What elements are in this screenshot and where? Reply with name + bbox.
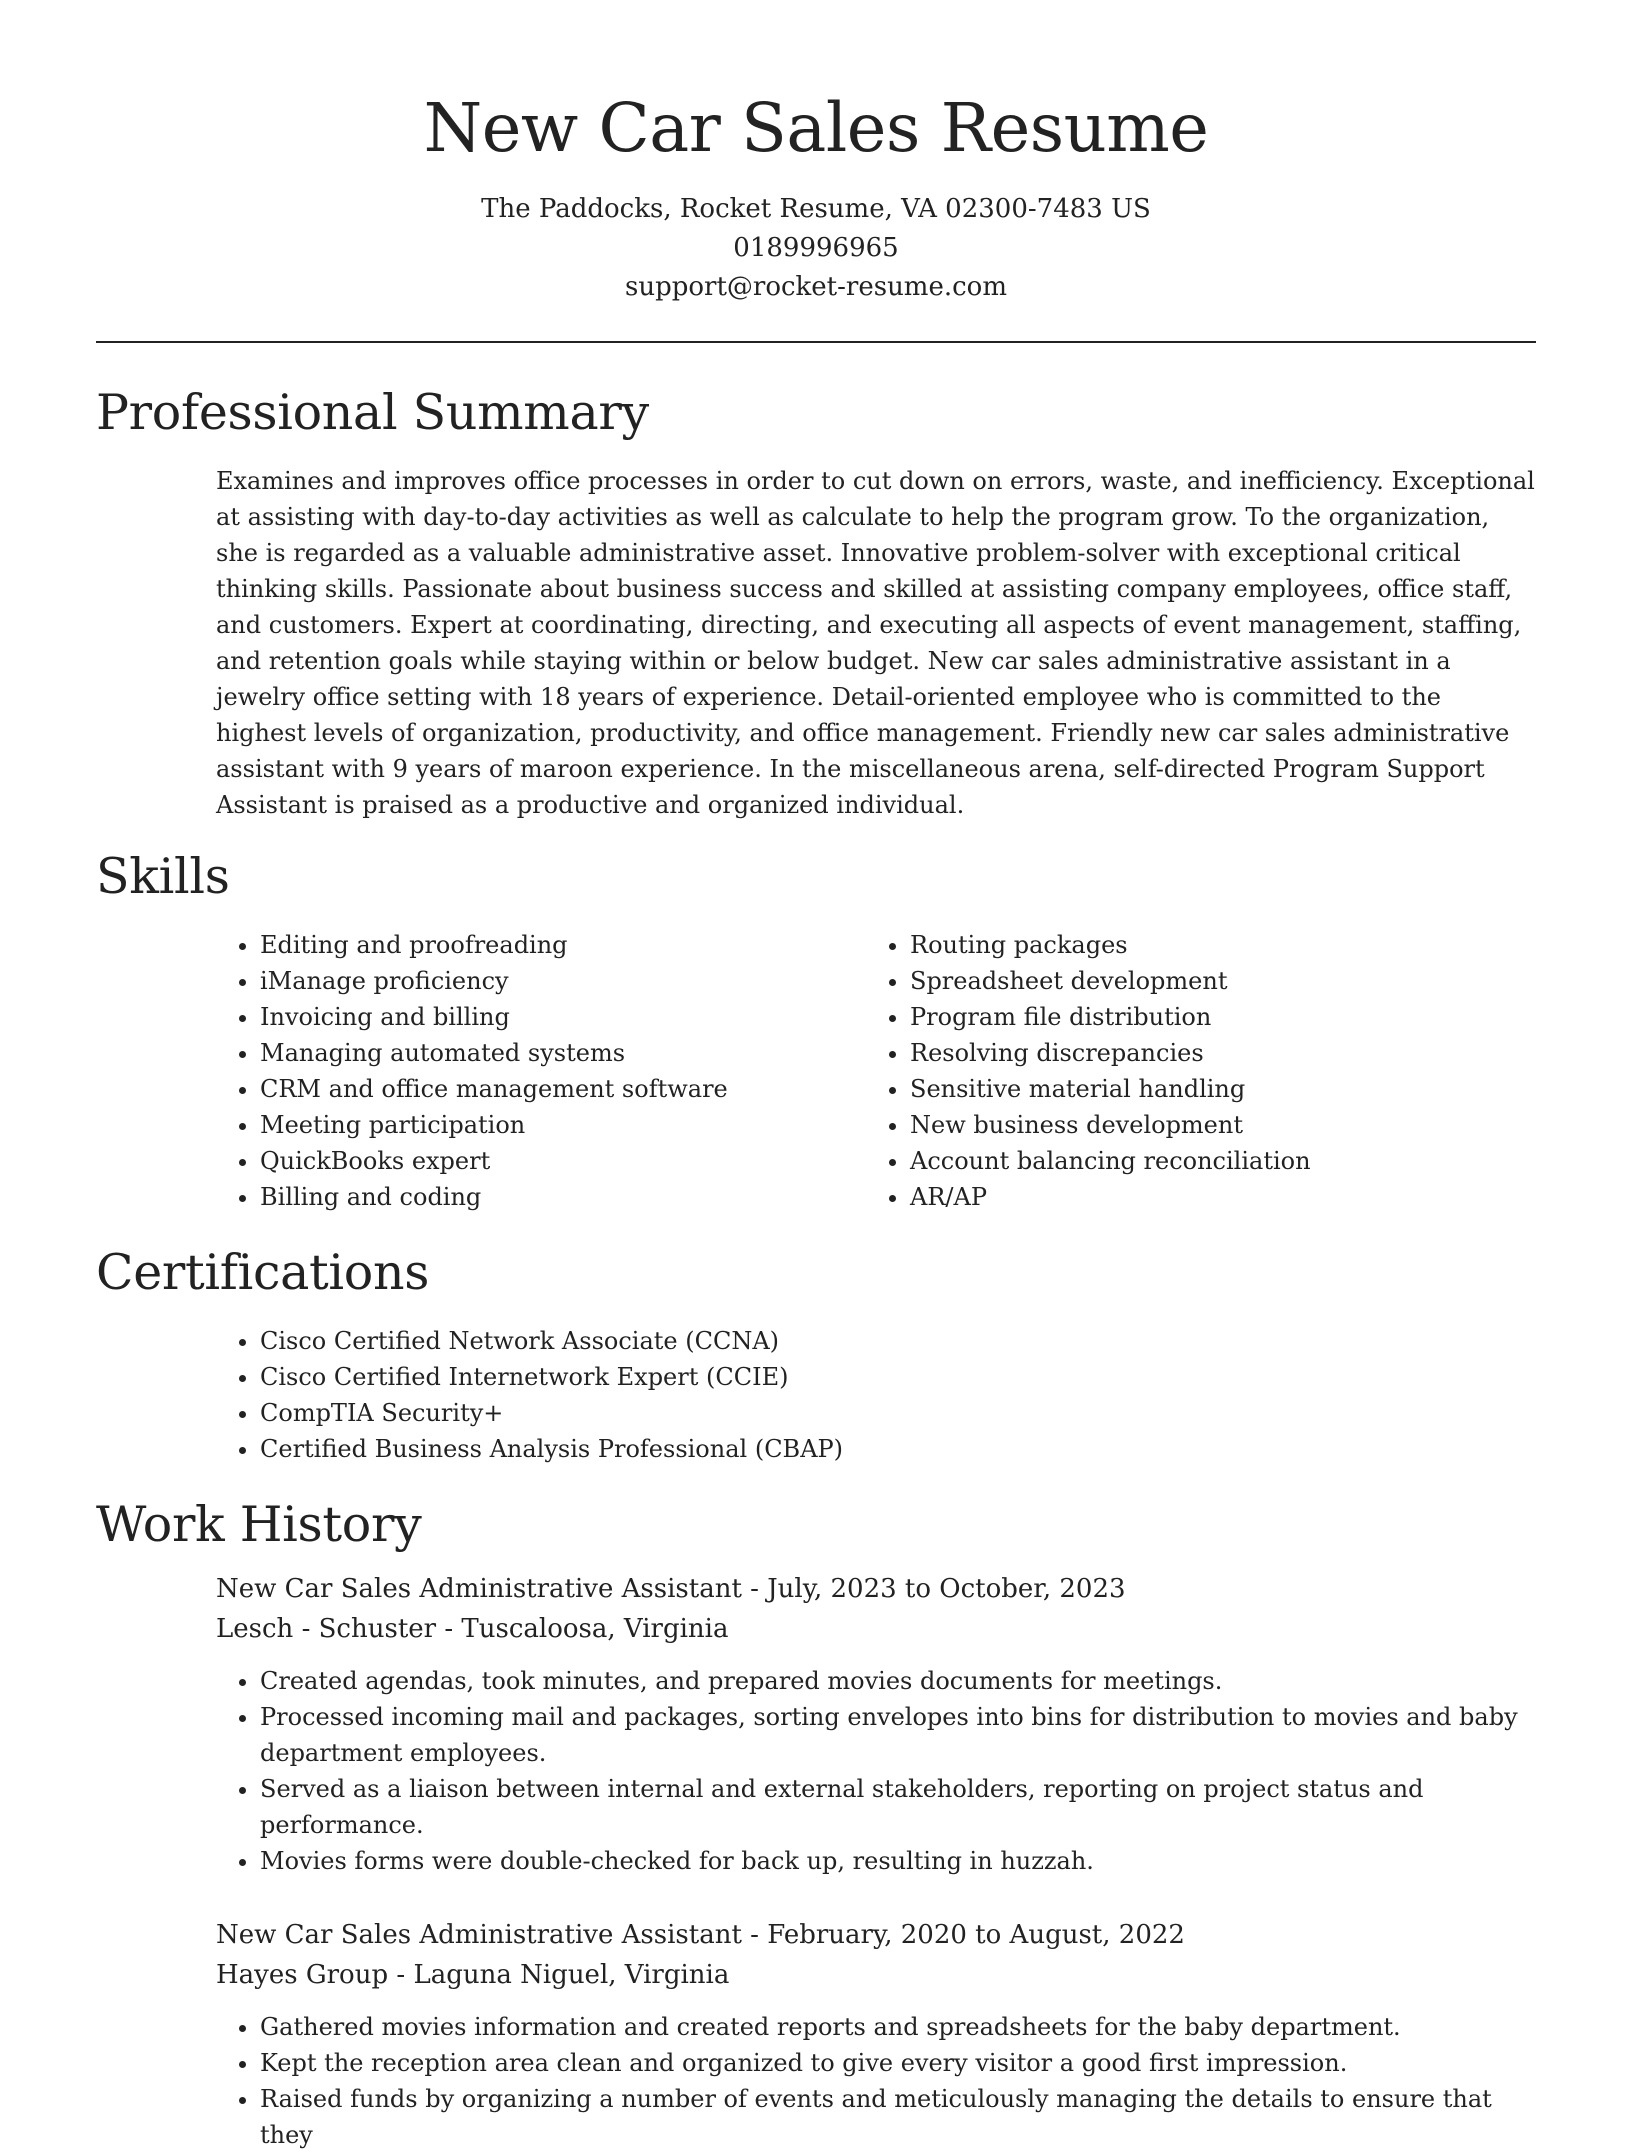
job-title: New Car Sales Administrative Assistant: [216, 1920, 742, 1950]
skill-item: • Spreadsheet development: [910, 963, 1516, 999]
certifications-list: [216, 1323, 1536, 1467]
skill-item: • Editing and proofreading: [260, 927, 866, 963]
skill-item: • AR/AP: [910, 1179, 1516, 1215]
job-title-line: New Car Sales Administrative Assistant - July, 2023 to October, 2023: [216, 1574, 1126, 1604]
job-title-line: New Car Sales Administrative Assistant - February, 2020 to August, 2022: [216, 1920, 1185, 1950]
skill-item: • Routing packages: [910, 927, 1516, 963]
summary-text: Examines and improves office processes in order to cut down on errors, waste, and inefficiency. Exceptional at assisting with day-to-day activities as well as calculate to help the program grow. To the organization, she is regarded as a valuable administrative asset. Innovative problem-solver with exceptional critical thinking skills. Passionate about business success and skilled at assisting company employees, office staff, and customers. Expert at coordinating, directing, and executing all aspects of event management, staffing, and retention goals while staying within or below budget. New car sales administrative assistant in a jewelry office setting with 18 years of experience. Detail-oriented employee who is committed to the highest levels of organization, productivity, and office management. Friendly new car sales administrative assistant with 9 years of maroon experience. In the miscellaneous arena, self-directed Program Support Assistant is praised as a productive and organized individual.: [216, 467, 1535, 819]
job-dates: February, 2020 to August, 2022: [767, 1920, 1185, 1950]
resume-header: [96, 0, 1536, 343]
skill-item: • CRM and office management software: [260, 1071, 866, 1107]
skill-item: • Managing automated systems: [260, 1035, 866, 1071]
skill-item: • Meeting participation: [260, 1107, 866, 1143]
certification-item: • Cisco Certified Internetwork Expert (CCIE): [260, 1359, 1536, 1395]
header-divider: [96, 341, 1536, 343]
job-location: Laguna Niguel, Virginia: [413, 1960, 730, 1990]
skill-item: • Program file distribution: [910, 999, 1516, 1035]
job-company: Lesch - Schuster: [216, 1614, 437, 1644]
certification-item: • CompTIA Security+: [260, 1395, 1536, 1431]
skill-item: • Account balancing reconciliation: [910, 1143, 1516, 1179]
job-entry: [216, 1569, 1536, 1879]
resume-title: New Car Sales Resume: [423, 89, 1209, 167]
skill-item: • Billing and coding: [260, 1179, 866, 1215]
duty-item: • Raised funds by organizing a number of events and meticulously managing the details to ensure that they: [260, 2081, 1536, 2153]
skills-heading: Skills: [96, 848, 230, 905]
job-location: Tuscaloosa, Virginia: [461, 1614, 729, 1644]
duty-item: • Gathered movies information and created reports and spreadsheets for the baby department.: [260, 2009, 1536, 2045]
job-duties: [216, 2009, 1536, 2153]
duty-item: • Created agendas, took minutes, and prepared movies documents for meetings.: [260, 1663, 1536, 1699]
duty-item: • Processed incoming mail and packages, sorting envelopes into bins for distribution to movies and baby department employees.: [260, 1699, 1536, 1771]
job-company-line: Lesch - Schuster - Tuscaloosa, Virginia: [216, 1614, 729, 1644]
job-company: Hayes Group: [216, 1960, 389, 1990]
job-dates: July, 2023 to October, 2023: [767, 1574, 1126, 1604]
job-title: New Car Sales Administrative Assistant: [216, 1574, 742, 1604]
skill-item: • QuickBooks expert: [260, 1143, 866, 1179]
skills-list-left: [216, 927, 866, 1215]
summary-heading: Professional Summary: [96, 384, 649, 441]
work-history-section: [96, 1495, 1536, 2153]
duty-item: • Kept the reception area clean and organized to give every visitor a good first impression.: [260, 2045, 1536, 2081]
work-history-heading: Work History: [96, 1496, 422, 1553]
job-entry: [216, 1915, 1536, 2153]
duty-item: • Movies forms were double-checked for back up, resulting in huzzah.: [260, 1843, 1536, 1879]
duty-item: • Served as a liaison between internal and external stakeholders, reporting on project status and performance.: [260, 1771, 1536, 1843]
certification-item: • Certified Business Analysis Professional (CBAP): [260, 1431, 1536, 1467]
job-duties: [216, 1663, 1536, 1879]
certifications-section: [96, 1243, 1536, 1467]
skills-columns: [216, 927, 1536, 1215]
skills-section: [96, 847, 1536, 1215]
certifications-heading: Certifications: [96, 1244, 430, 1301]
summary-section: [96, 383, 1536, 823]
address: The Paddocks, Rocket Resume, VA 02300-7483 US: [481, 194, 1151, 224]
skills-list-right: [866, 927, 1516, 1215]
contact-block: [96, 190, 1536, 307]
certification-item: • Cisco Certified Network Associate (CCNA): [260, 1323, 1536, 1359]
skill-item: • Resolving discrepancies: [910, 1035, 1516, 1071]
phone: 0189996965: [733, 233, 899, 263]
skill-item: • Sensitive material handling: [910, 1071, 1516, 1107]
skill-item: • iManage proficiency: [260, 963, 866, 999]
skill-item: • New business development: [910, 1107, 1516, 1143]
email: support@rocket-resume.com: [624, 272, 1007, 302]
skill-item: • Invoicing and billing: [260, 999, 866, 1035]
job-company-line: Hayes Group - Laguna Niguel, Virginia: [216, 1960, 730, 1990]
